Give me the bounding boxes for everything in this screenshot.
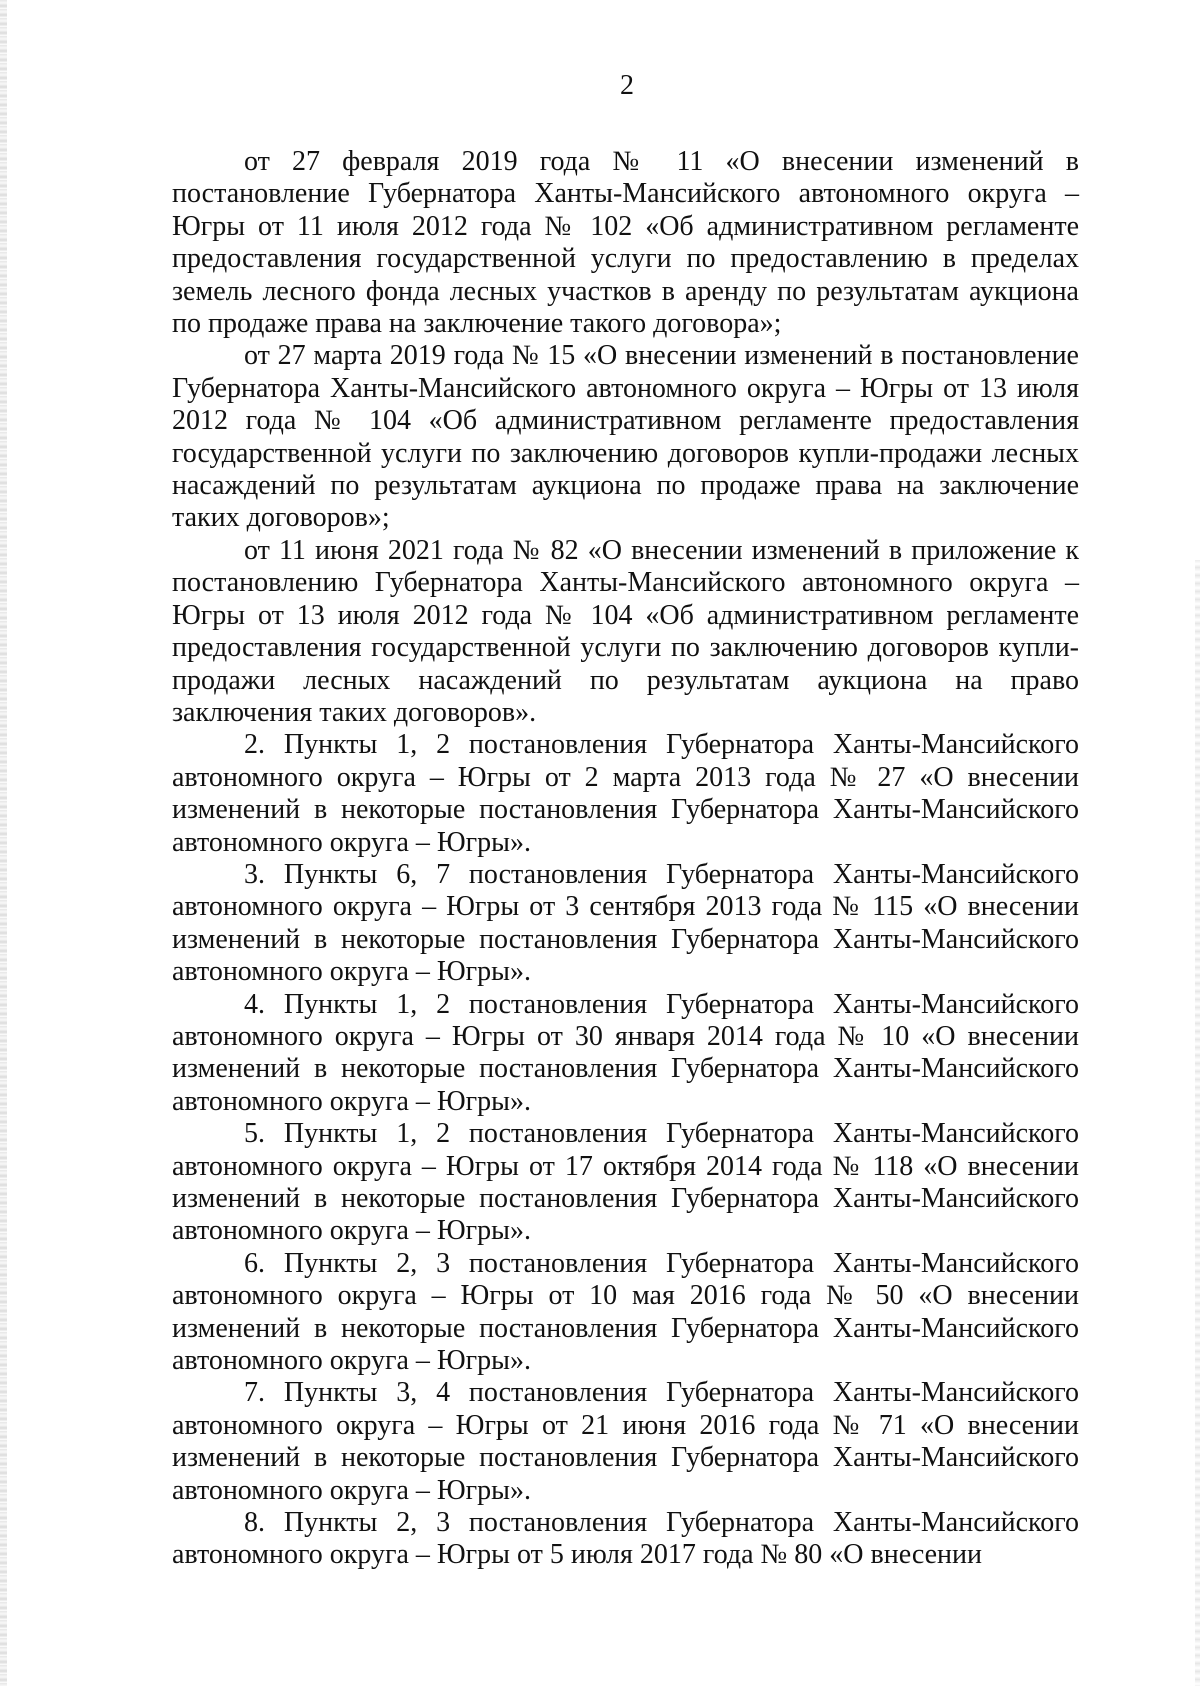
paragraph-amendment-mar-2019: от 27 марта 2019 года № 15 «О внесении изменений в постановление Губернатора Ханты-Мансийского автономного округа – Югры от 13 июля 2012 года № 104 «Об административном регламенте предоставления государственной услуги по заключению договоров купли-продажи лесных насаждений по результатам аукциона по продаже права на заключение таких договоров»; (172, 340, 1079, 534)
paragraph-item-7: 7. Пункты 3, 4 постановления Губернатора Ханты-Мансийского автономного округа – Югры от 21 июня 2016 года № 71 «О внесении изменений в некоторые постановления Губернатора Ханты-Мансийского автономного округа – Югры». (172, 1377, 1079, 1506)
paragraph-item-6: 6. Пункты 2, 3 постановления Губернатора Ханты-Мансийского автономного округа – Югры от 10 мая 2016 года № 50 «О внесении изменений в некоторые постановления Губернатора Ханты-Мансийского автономного округа – Югры». (172, 1247, 1079, 1377)
scan-edge-left (0, 0, 7, 1686)
page-number: 2 (620, 70, 634, 101)
paragraph-item-5: 5. Пункты 1, 2 постановления Губернатора Ханты-Мансийского автономного округа – Югры от 17 октября 2014 года № 118 «О внесении изменений в некоторые постановления Губернатора Ханты-Мансийского автономного округа – Югры». (172, 1118, 1079, 1247)
document-body (172, 146, 1079, 1572)
scan-edge-right (1195, 560, 1200, 1686)
paragraph-item-8: 8. Пункты 2, 3 постановления Губернатора Ханты-Мансийского автономного округа – Югры от 5 июля 2017 года № 80 «О внесении (172, 1507, 1079, 1571)
paragraph-item-2: 2. Пункты 1, 2 постановления Губернатора Ханты-Мансийского автономного округа – Югры от 2 марта 2013 года № 27 «О внесении изменений в некоторые постановления Губернатора Ханты-Мансийского автономного округа – Югры». (172, 729, 1079, 858)
paragraph-item-4: 4. Пункты 1, 2 постановления Губернатора Ханты-Мансийского автономного округа – Югры от 30 января 2014 года № 10 «О внесении изменений в некоторые постановления Губернатора Ханты-Мансийского автономного округа – Югры». (172, 988, 1079, 1117)
paragraph-amendment-jun-2021: от 11 июня 2021 года № 82 «О внесении изменений в приложение к постановлению Губернатора Ханты-Мансийского автономного округа – Югры от 13 июля 2012 года № 104 «Об административном регламенте предоставления государственной услуги по заключению договоров купли-продажи лесных насаждений по результатам аукциона на право заключения таких договоров». (172, 534, 1079, 728)
paragraph-item-3: 3. Пункты 6, 7 постановления Губернатора Ханты-Мансийского автономного округа – Югры от 3 сентября 2013 года № 115 «О внесении изменений в некоторые постановления Губернатора Ханты-Мансийского автономного округа – Югры». (172, 858, 1079, 988)
paragraph-amendment-feb-2019: от 27 февраля 2019 года № 11 «О внесении изменений в постановление Губернатора Ханты-Мансийского автономного округа – Югры от 11 июля 2012 года № 102 «Об административном регламенте предоставления государственной услуги по предоставлению в пределах земель лесного фонда лесных участков в аренду по результатам аукциона по продаже права на заключение такого договора»; (172, 146, 1079, 340)
